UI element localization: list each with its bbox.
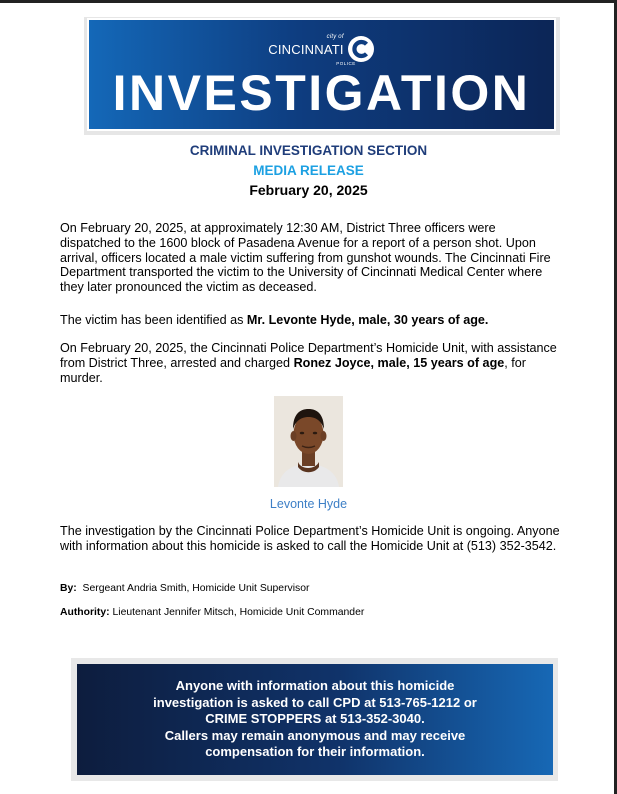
section-heading: CRIMINAL INVESTIGATION SECTION: [189, 143, 428, 158]
arrest-charge: , for murder.: [60, 355, 526, 385]
suspect-name: Ronez Joyce, male, 15 years of age: [293, 355, 505, 370]
callout-line-2: investigation is asked to call CPD at 513-765-1212 or: [153, 694, 477, 710]
callout-line-5: compensation for their information.: [205, 744, 425, 760]
media-release-heading: MEDIA RELEASE: [253, 163, 364, 178]
victim-name: Mr. Levonte Hyde, male, 30 years of age.: [246, 313, 489, 327]
callout-line-1: Anyone with information about this homicide: [175, 678, 455, 694]
cincinnati-police-logo: [89, 32, 554, 66]
logo-c-icon: [347, 35, 375, 63]
by-line: [60, 582, 310, 595]
authority-line: [60, 606, 364, 619]
photo-caption: Levonte Hyde: [269, 497, 348, 511]
logo-name: CINCINNATI: [268, 41, 344, 57]
by-value: Sergeant Andria Smith, Homicide Unit Supervisor: [76, 583, 310, 594]
ongoing-paragraph: The investigation by the Cincinnati Police Department’s Homicide Unit is ongoing. Anyone with information about this homicide is asked to call the Homicide Unit at (513) 352-3542.: [60, 524, 560, 553]
logo-wordmark: [268, 33, 356, 66]
victim-text: The victim has been identified as: [60, 313, 247, 327]
incident-paragraph: On February 20, 2025, at approximately 12:30 AM, District Three officers were dispatched to the 1600 block of Pasadena Avenue for a report of a person shot. Upon arrival, officers located a male victim suffering from gunshot wounds. The Cincinnati Fire Department transported the victim to the University of Cincinnati Medical Center where they later pronounced the victim as deceased.: [60, 221, 551, 295]
page-border-top: [0, 0, 617, 3]
authority-value: Lieutenant Jennifer Mitsch, Homicide Unit Commander: [109, 607, 365, 618]
callout-line-4: Callers may remain anonymous and may receive: [164, 727, 466, 743]
banner-title: INVESTIGATION: [112, 65, 531, 121]
victim-photo: [274, 396, 343, 487]
arrest-paragraph: [60, 341, 560, 385]
investigation-banner: [89, 20, 554, 129]
by-label: By:: [60, 583, 77, 594]
arrest-text: On February 20, 2025, the Cincinnati Police Department’s Homicide Unit, with assistance from District Three, arrested and charged: [60, 341, 557, 370]
logo-police: POLICE: [336, 60, 356, 66]
authority-label: Authority:: [60, 607, 110, 618]
tip-callout: [77, 664, 553, 775]
person-portrait-icon: [274, 396, 343, 487]
logo-city-of: city of: [326, 33, 344, 40]
victim-paragraph: [60, 313, 560, 328]
callout-line-3: CRIME STOPPERS at 513-352-3040.: [205, 711, 425, 727]
release-date: February 20, 2025: [249, 182, 368, 198]
